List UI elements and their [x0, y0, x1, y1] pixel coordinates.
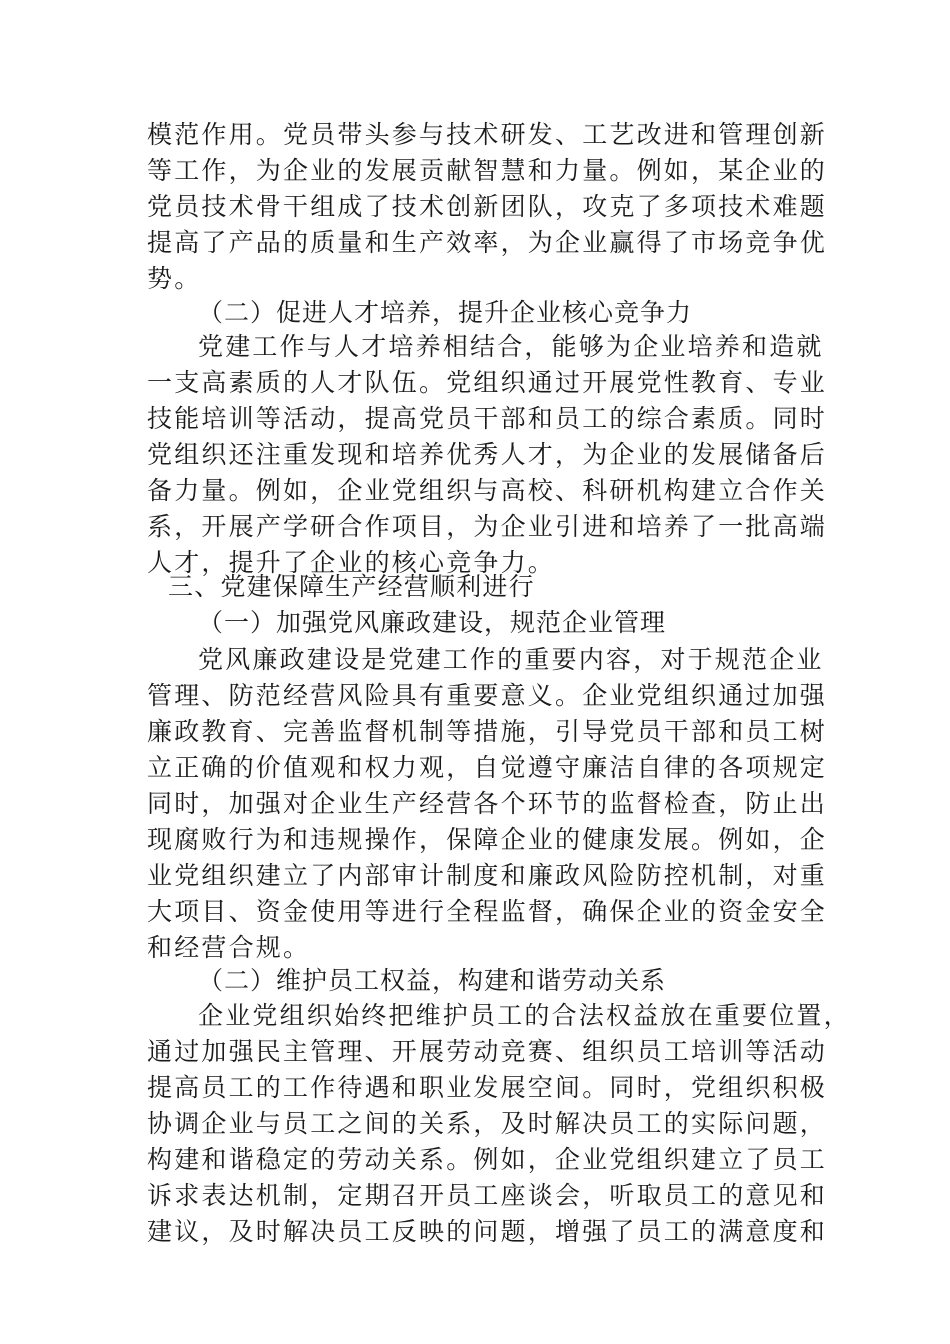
paragraph-line: 同时，加强对企业生产经营各个环节的监督检查，防止出 — [147, 789, 828, 818]
paragraph-line: 建议，及时解决员工反映的问题，增强了员工的满意度和 — [147, 1217, 828, 1246]
paragraph-line: 构建和谐稳定的劳动关系。例如，企业党组织建立了员工 — [147, 1145, 828, 1174]
section-heading: 三、党建保障生产经营顺利进行 — [168, 572, 535, 601]
paragraph-line: 大项目、资金使用等进行全程监督，确保企业的资金安全 — [147, 897, 828, 926]
paragraph-line: 立正确的价值观和权力观，自觉遵守廉洁自律的各项规定 — [147, 753, 828, 782]
paragraph-line: 技能培训等活动，提高党员干部和员工的综合素质。同时 — [147, 404, 828, 433]
paragraph-line: 势。 — [147, 264, 202, 293]
paragraph-line: 诉求表达机制，定期召开员工座谈会，听取员工的意见和 — [147, 1181, 828, 1210]
paragraph-line: 管理、防范经营风险具有重要意义。企业党组织通过加强 — [147, 681, 828, 710]
paragraph-line: 现腐败行为和违规操作，保障企业的健康发展。例如，企 — [147, 825, 828, 854]
section-subheading: （二）促进人才培养，提升企业核心竞争力 — [198, 298, 693, 327]
paragraph-line: 备力量。例如，企业党组织与高校、科研机构建立合作关 — [147, 476, 828, 505]
paragraph-line: 提高了产品的质量和生产效率，为企业赢得了市场竞争优 — [147, 228, 828, 257]
paragraph-line: 企业党组织始终把维护员工的合法权益放在重要位置， — [198, 1001, 851, 1030]
paragraph-line: 协调企业与员工之间的关系，及时解决员工的实际问题， — [147, 1109, 828, 1138]
paragraph-line: 党员技术骨干组成了技术创新团队，攻克了多项技术难题 — [147, 192, 828, 221]
section-subheading: （二）维护员工权益，构建和谐劳动关系 — [198, 966, 667, 995]
paragraph-line: 人才，提升了企业的核心竞争力。 — [147, 548, 556, 577]
paragraph-line: 业党组织建立了内部审计制度和廉政风险防控机制，对重 — [147, 861, 828, 890]
paragraph-line: 一支高素质的人才队伍。党组织通过开展党性教育、专业 — [147, 368, 828, 397]
paragraph-line: 提高员工的工作待遇和职业发展空间。同时，党组织积极 — [147, 1073, 828, 1102]
paragraph-line: 等工作，为企业的发展贡献智慧和力量。例如，某企业的 — [147, 156, 828, 185]
paragraph-line: 通过加强民主管理、开展劳动竞赛、组织员工培训等活动 — [147, 1037, 828, 1066]
paragraph-line: 党风廉政建设是党建工作的重要内容，对于规范企业 — [198, 645, 824, 674]
paragraph-line: 模范作用。党员带头参与技术研发、工艺改进和管理创新 — [147, 120, 828, 149]
paragraph-line: 廉政教育、完善监督机制等措施，引导党员干部和员工树 — [147, 717, 828, 746]
paragraph-line: 和经营合规。 — [147, 933, 311, 962]
paragraph-line: 党组织还注重发现和培养优秀人才，为企业的发展储备后 — [147, 440, 828, 469]
paragraph-line: 党建工作与人才培养相结合，能够为企业培养和造就 — [198, 332, 824, 361]
paragraph-line: 系，开展产学研合作项目，为企业引进和培养了一批高端 — [147, 512, 828, 541]
section-subheading: （一）加强党风廉政建设，规范企业管理 — [198, 608, 667, 637]
